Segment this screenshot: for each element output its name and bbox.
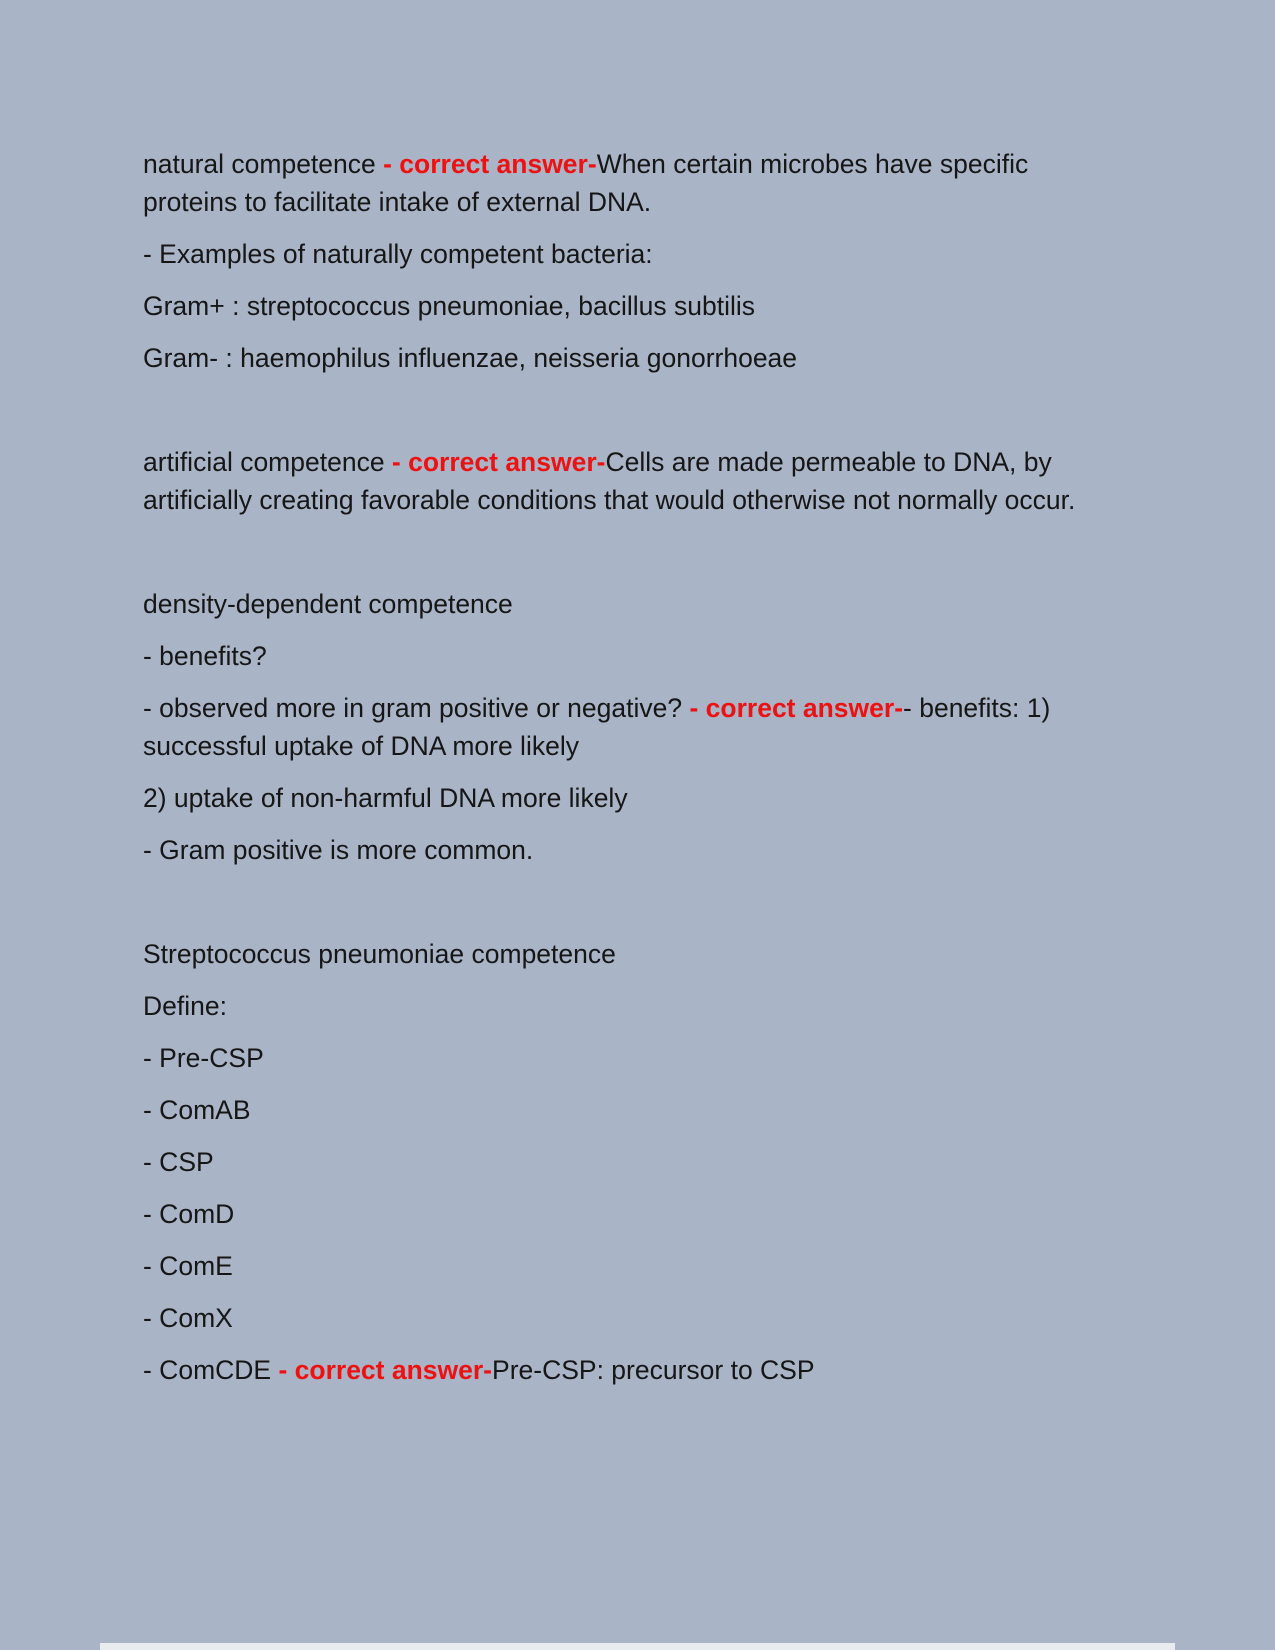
text-run: - ComX xyxy=(143,1303,233,1333)
paragraph xyxy=(143,1195,1083,1233)
text-run: Gram+ : streptococcus pneumoniae, bacillus subtilis xyxy=(143,291,755,321)
paragraph xyxy=(143,1299,1083,1337)
paragraph xyxy=(143,235,1083,273)
text-run: - observed more in gram positive or negative? xyxy=(143,693,690,723)
paragraph xyxy=(143,935,1083,973)
text-run: - ComE xyxy=(143,1251,233,1281)
text-run: Cells are made permeable to DNA, by artificially creating favorable conditions that would otherwise not normally occur. xyxy=(143,447,1076,515)
paragraph xyxy=(143,779,1083,817)
correct-answer-marker: - correct answer- xyxy=(383,149,597,179)
paragraph xyxy=(143,1143,1083,1181)
text-run: - Pre-CSP xyxy=(143,1043,264,1073)
correct-answer-marker: - correct answer- xyxy=(391,447,606,477)
text-run: - Examples of naturally competent bacteria: xyxy=(143,239,653,269)
text-run: - ComD xyxy=(143,1199,235,1229)
paragraph xyxy=(143,689,1083,765)
text-run: artificial competence xyxy=(143,447,392,477)
paragraph xyxy=(143,831,1083,869)
text-run: - CSP xyxy=(143,1147,214,1177)
blank-line xyxy=(143,533,1083,571)
text-run: Gram- : haemophilus influenzae, neisseria gonorrhoeae xyxy=(143,343,798,373)
page-bottom-edge xyxy=(100,1643,1175,1650)
correct-answer-marker: - correct answer- xyxy=(689,693,904,723)
paragraph xyxy=(143,637,1083,675)
text-run: Pre-CSP: precursor to CSP xyxy=(492,1355,815,1385)
document-body xyxy=(143,145,1083,1389)
paragraph xyxy=(143,585,1083,623)
text-run: density-dependent competence xyxy=(143,589,513,619)
paragraph xyxy=(143,1039,1083,1077)
text-run: natural competence xyxy=(143,149,384,179)
blank-line xyxy=(143,391,1083,429)
text-run: - ComCDE xyxy=(143,1355,279,1385)
paragraph xyxy=(143,339,1083,377)
paragraph xyxy=(143,1091,1083,1129)
paragraph xyxy=(143,443,1083,519)
text-run: Define: xyxy=(143,991,227,1021)
text-run: - benefits: 1) successful uptake of DNA more likely xyxy=(143,693,1051,761)
paragraph xyxy=(143,987,1083,1025)
text-run: Streptococcus pneumoniae competence xyxy=(143,939,616,969)
paragraph xyxy=(143,1247,1083,1285)
paragraph xyxy=(143,287,1083,325)
text-run: - ComAB xyxy=(143,1095,251,1125)
paragraph xyxy=(143,145,1083,221)
text-run: - benefits? xyxy=(143,641,267,671)
text-run: - Gram positive is more common. xyxy=(143,835,534,865)
correct-answer-marker: - correct answer- xyxy=(278,1355,493,1385)
blank-line xyxy=(143,883,1083,921)
paragraph xyxy=(143,1351,1083,1389)
text-run: When certain microbes have specific proteins to facilitate intake of external DNA. xyxy=(143,149,1029,217)
text-run: 2) uptake of non-harmful DNA more likely xyxy=(143,783,628,813)
